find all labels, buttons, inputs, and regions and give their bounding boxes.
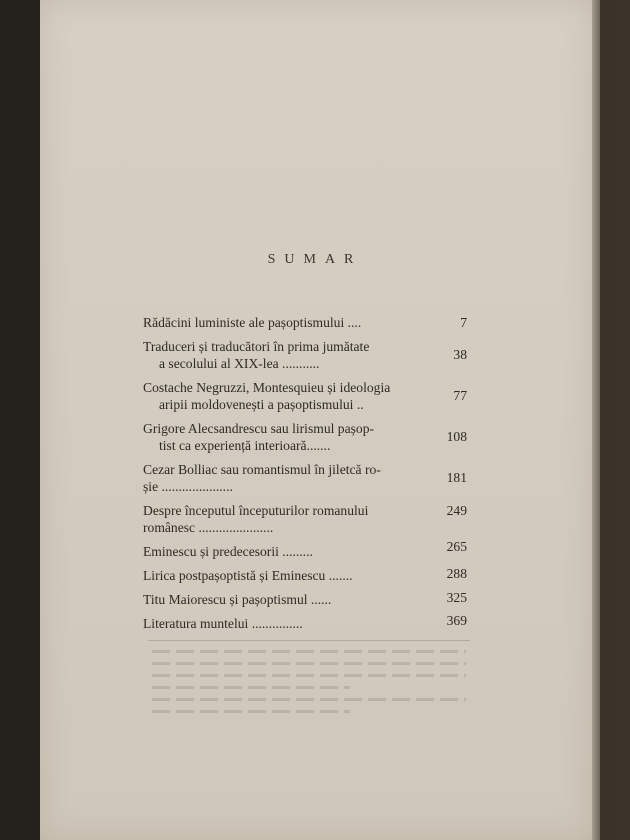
toc-entry (143, 379, 466, 413)
entry-title: Cezar Bolliac sau romantismul în jiletcă ro- (143, 462, 381, 477)
entry-title-cont: aripii moldovenești a pașoptismului .. (159, 397, 364, 412)
entry-title: Titu Maiorescu și pașoptismul ...... (143, 592, 332, 607)
page-number: 249 (446, 503, 467, 518)
entry-title: Grigore Alecsandrescu sau lirismul pașop- (143, 421, 375, 436)
entry-title-cont: șie ..................... (143, 479, 233, 494)
imprint-line (152, 710, 350, 713)
toc-title: SUMAR (267, 252, 363, 267)
imprint-line (152, 650, 466, 653)
entry-title-cont: românesc ...................... (143, 520, 274, 535)
toc-entry (143, 461, 466, 495)
page-number: 265 (446, 539, 467, 554)
entry-title: Rădăcini luministe ale pașoptismului .... (143, 315, 362, 330)
toc-entry (143, 591, 466, 608)
entry-title: Literatura muntelui ............... (143, 616, 303, 631)
imprint-line (152, 698, 466, 701)
toc-entry (143, 502, 466, 536)
page-number: 108 (446, 429, 467, 444)
toc-entry (143, 420, 466, 454)
page-number: 369 (446, 613, 467, 628)
page-number: 7 (460, 315, 467, 330)
page-number: 181 (446, 470, 467, 485)
page-number: 325 (446, 590, 467, 605)
entry-title: Eminescu și predecesorii ......... (143, 544, 313, 559)
imprint-line (152, 686, 350, 689)
entry-title: Lirica postpașoptistă și Eminescu ....... (143, 568, 353, 583)
toc-entry (143, 567, 466, 584)
table-of-contents (143, 314, 466, 639)
imprint-line (152, 662, 466, 665)
entry-title: Costache Negruzzi, Montesquieu și ideologia (143, 380, 391, 395)
faded-imprint-block (148, 640, 470, 741)
page-number: 288 (446, 566, 467, 581)
toc-entry (143, 615, 466, 632)
page-number: 38 (453, 347, 467, 362)
page-edge (592, 0, 600, 840)
entry-title-cont: a secolului al XIX-lea ........... (159, 356, 320, 371)
entry-title: Despre începutul începuturilor romanului (143, 503, 369, 518)
toc-entry (143, 338, 466, 372)
imprint-line (152, 674, 466, 677)
entry-title-cont: tist ca experiență interioară....... (159, 438, 331, 453)
page-number: 77 (453, 388, 467, 403)
entry-title: Traduceri și traducători în prima jumătate (143, 339, 370, 354)
toc-entry (143, 539, 467, 560)
toc-entry (143, 314, 466, 331)
